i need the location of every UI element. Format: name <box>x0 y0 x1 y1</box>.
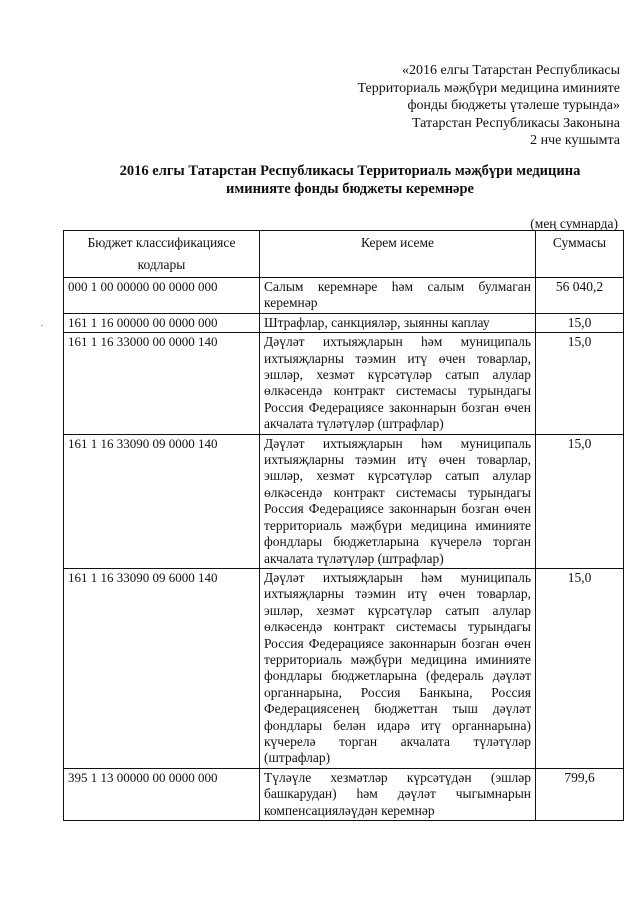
document-title <box>82 162 618 198</box>
row-name: Дәүләт ихтыяҗларын һәм муниципаль ихтыяҗларны тәэмин итү өчен товарлар, эшләр, хезмәт күрсәтүләр сатып алулар өлкәсендә контракт системасы турындагы Россия Федерациясе законнарын бозган өчен территориаль мәҗбүри медицина иминияте фондлары бюджетларына күчерелә торган акчалата түләтүләр (штрафлар) <box>260 434 536 568</box>
row-code: 161 1 16 33000 00 0000 140 <box>64 333 260 434</box>
row-code: 161 1 16 33090 09 0000 140 <box>64 434 260 568</box>
header-line: фонды бюджеты үтәлеше турында» <box>407 98 620 113</box>
row-amount: 15,0 <box>536 333 624 434</box>
table-row <box>64 568 624 768</box>
title-line: 2016 елгы Татарстан Республикасы Территориаль мәҗбүри медицина <box>119 163 581 179</box>
table-row <box>64 434 624 568</box>
title-line: иминияте фонды бюджеты керемнәре <box>225 181 474 197</box>
header-line: Татарстан Республикасы Законына <box>411 115 620 131</box>
margin-mark: · <box>40 320 44 332</box>
table-row <box>64 278 624 314</box>
row-name: Штрафлар, санкцияләр, зыянны каплау <box>260 313 536 332</box>
row-code: 000 1 00 00000 00 0000 000 <box>64 278 260 314</box>
column-header-text: Бюджет классификациясе <box>87 235 236 250</box>
column-header-name <box>260 231 536 278</box>
revenue-table <box>63 230 624 821</box>
column-header-amount <box>536 231 624 278</box>
row-amount: 799,6 <box>536 768 624 820</box>
header-line: Территориаль мәҗбүри медицина иминияте <box>357 80 620 96</box>
row-amount: 56 040,2 <box>536 278 624 314</box>
row-name: Дәүләт ихтыяҗларын һәм муниципаль ихтыяҗларны тәэмин итү өчен товарлар, эшләр, хезмәт күрсәтүләр сатып алулар өлкәсендә контракт системасы турындагы Россия Федерациясе законнарын бозган өчен акчалата түләтүләр (штрафлар) <box>260 333 536 434</box>
row-amount: 15,0 <box>536 313 624 332</box>
table-row <box>64 333 624 434</box>
units-note: (мең сумнарда) <box>530 216 618 231</box>
column-header-text: кодлары <box>137 257 186 272</box>
row-code: 161 1 16 33090 09 6000 140 <box>64 568 260 768</box>
column-header-text: Керем исеме <box>360 235 435 250</box>
row-name: Түләүле хезмәтләр күрсәтүдән (эшләр башкарудан) һәм дәүләт чыгымнарын компенсацияләүдән керемнәр <box>260 768 536 820</box>
header-line: 2 нче кушымта <box>530 133 620 148</box>
appendix-header <box>300 62 620 150</box>
column-header-code <box>64 231 260 278</box>
row-name: Салым керемнәре һәм салым булмаган керемнәр <box>260 278 536 314</box>
column-header-text: Суммасы <box>552 235 607 250</box>
row-name: Дәүләт ихтыяҗларын һәм муниципаль ихтыяҗларны тәэмин итү өчен товарлар, эшләр, хезмәт күрсәтүләр сатып алулар өлкәсендә контракт системасы турындагы Россия Федерациясе законнарын бозган өчен территориаль мәҗбүри медицина иминияте фондлары бюджетларына (федераль дәүләт органнарына, Россия Банкына, Россия Федерациясенең бюджеттан тыш дәүләт фондлары белән идарә итү органнарына) күчерелә торган акчалата түләтүләр (штрафлар) <box>260 568 536 768</box>
row-code: 395 1 13 00000 00 0000 000 <box>64 768 260 820</box>
row-amount: 15,0 <box>536 568 624 768</box>
row-code: 161 1 16 00000 00 0000 000 <box>64 313 260 332</box>
table-row <box>64 313 624 332</box>
table-row <box>64 768 624 820</box>
row-amount: 15,0 <box>536 434 624 568</box>
header-line: «2016 елгы Татарстан Республикасы <box>402 63 620 78</box>
table-header-row <box>64 231 624 278</box>
